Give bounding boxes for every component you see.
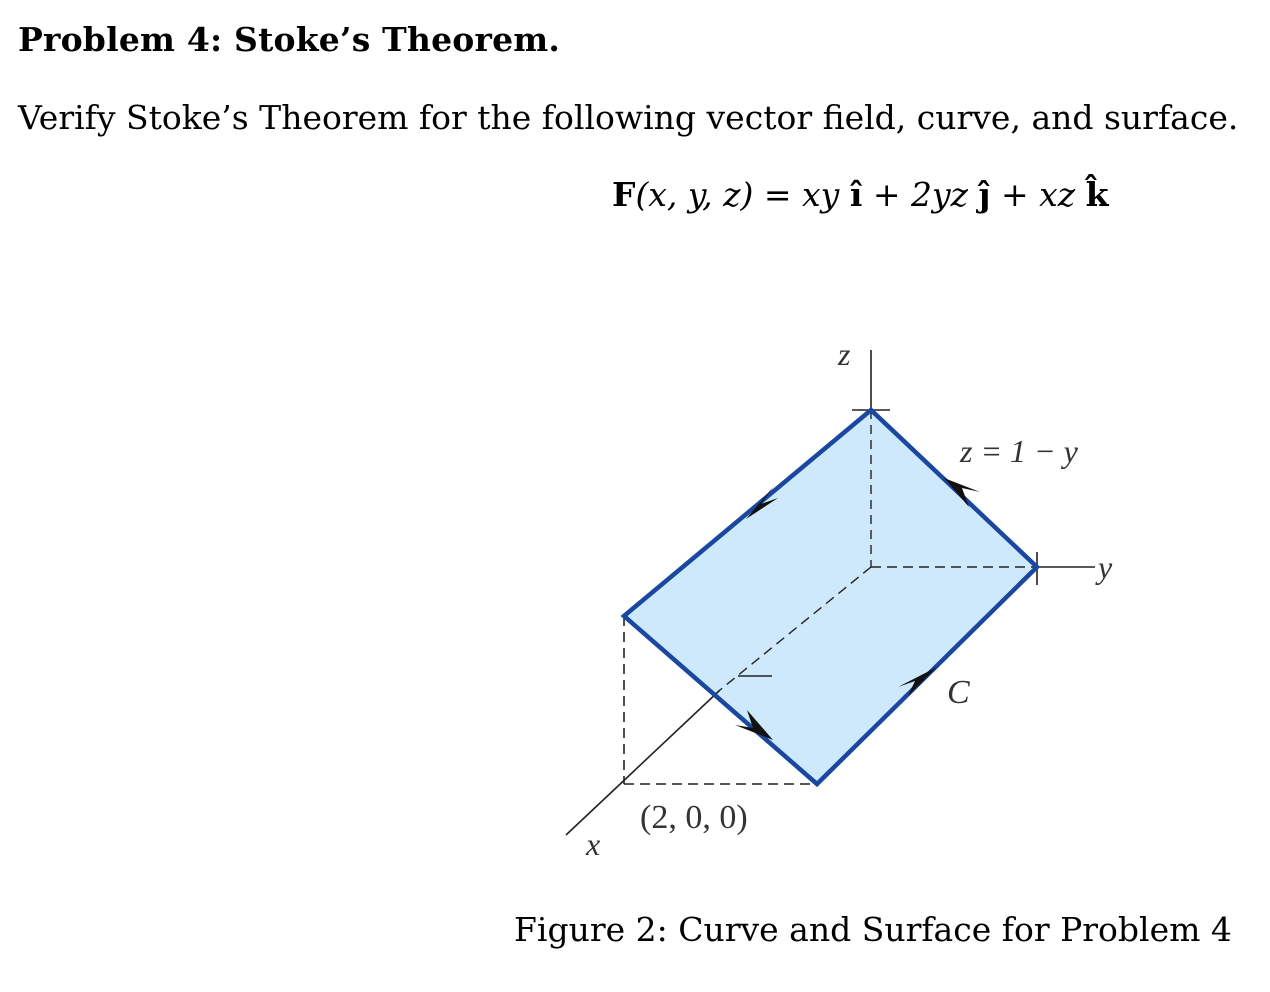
eq-equals: = xyxy=(753,175,803,214)
eq-plus-1: + xyxy=(862,175,911,214)
point-label: (2, 0, 0) xyxy=(640,799,748,836)
eq-field-symbol: F xyxy=(612,175,636,214)
eq-unit-i: î xyxy=(849,175,863,214)
eq-term-1: xy xyxy=(802,175,840,214)
problem-heading: Problem 4: Stoke’s Theorem. xyxy=(18,20,561,59)
curve-label: C xyxy=(947,674,970,711)
figure-caption: Figure 2: Curve and Surface for Problem 4 xyxy=(514,910,1232,949)
eq-plus-2: + xyxy=(990,175,1040,214)
x-axis-label: x xyxy=(586,826,601,862)
surface-equation-label: z = 1 − y xyxy=(960,433,1078,469)
z-axis-label: z xyxy=(838,336,851,372)
eq-term-2: 2yz xyxy=(911,175,969,214)
eq-unit-k: k̂ xyxy=(1085,175,1109,214)
eq-term-3: xz xyxy=(1039,175,1076,214)
eq-unit-j: ĵ xyxy=(978,175,991,214)
y-axis-label: y xyxy=(1098,549,1113,585)
problem-instruction: Verify Stoke’s Theorem for the following vector field, curve, and surface. xyxy=(18,98,1239,137)
eq-field-args: (x, y, z) xyxy=(635,175,754,214)
